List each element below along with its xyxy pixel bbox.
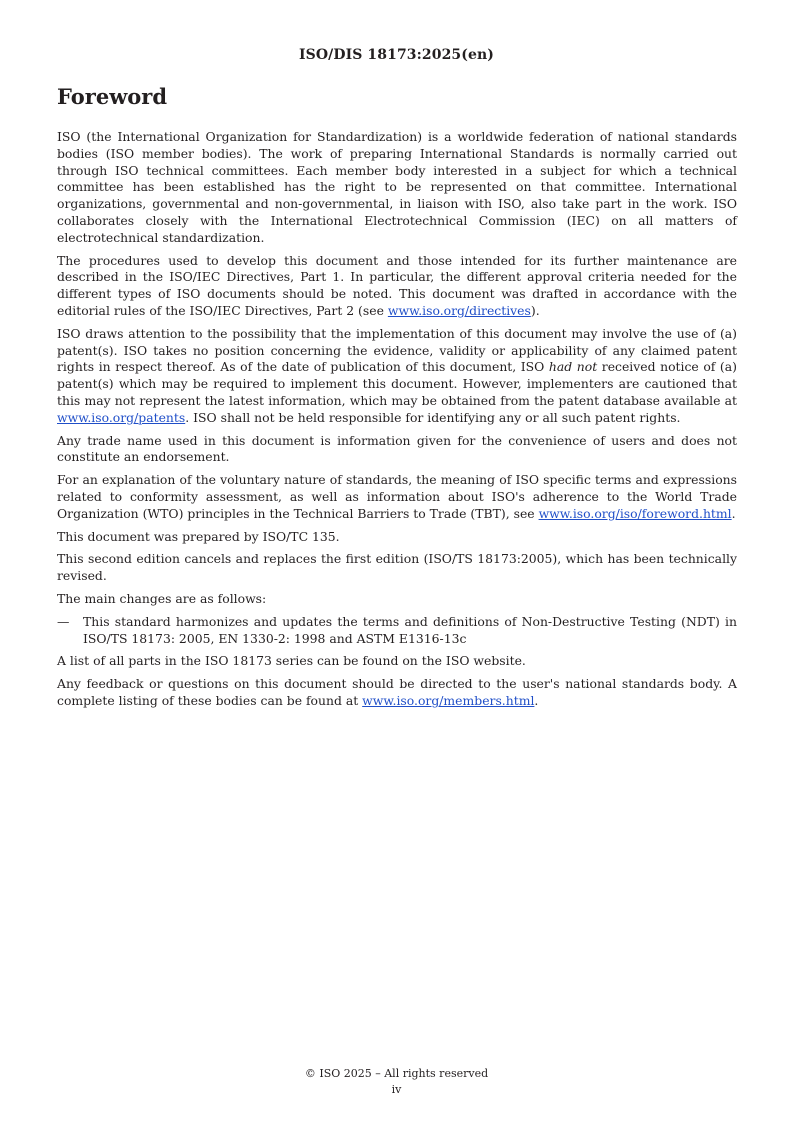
patents-link[interactable]: www.iso.org/patents bbox=[57, 409, 186, 425]
page-number: iv bbox=[391, 1083, 402, 1096]
paragraph-series-parts: A list of all parts in the ISO 18173 series can be found on the ISO website. bbox=[57, 653, 526, 669]
directives-link[interactable]: www.iso.org/directives bbox=[387, 302, 531, 318]
copyright-notice: © ISO 2025 – All rights reserved bbox=[304, 1067, 489, 1080]
page-footer bbox=[0, 1066, 793, 1098]
paragraph-edition: This second edition cancels and replaces the first edition (ISO/TS 18173:2005), which has been technically revised. bbox=[57, 551, 737, 584]
members-link[interactable]: www.iso.org/members.html bbox=[362, 692, 535, 708]
paragraph-voluntary-nature bbox=[57, 472, 737, 522]
foreword-link[interactable]: www.iso.org/iso/foreword.html bbox=[538, 505, 732, 521]
emphasis-text: had not bbox=[548, 359, 598, 375]
paragraph-trade-name: Any trade name used in this document is information given for the convenience of users and does not constitute an endorsement. bbox=[57, 432, 737, 465]
page-title: Foreword bbox=[57, 84, 168, 109]
paragraph-text: For an explanation of the voluntary nature of standards, the meaning of ISO specific terms and expressions related to conformity assessment, as well as information about ISO's adherence to the World Trade Organization (WTO) principles in the Technical Barriers to Trade (TBT), see bbox=[57, 472, 737, 521]
list-dash: — bbox=[57, 613, 70, 629]
foreword-body bbox=[57, 129, 737, 716]
document-header: ISO/DIS 18173:2025(en) bbox=[298, 47, 494, 63]
paragraph-text: The procedures used to develop this document and those intended for its further maintenance are described in the ISO/IEC Directives, Part 1. In particular, the different approval criteria needed for the different types of ISO documents should be noted. This document was drafted in accordance with the editorial rules of the ISO/IEC Directives, Part 2 (see bbox=[57, 252, 737, 318]
paragraph-patents bbox=[57, 326, 737, 427]
paragraph-tail: . bbox=[534, 692, 539, 708]
paragraph-tail: . ISO shall not be held responsible for identifying any or all such patent rights. bbox=[185, 409, 681, 425]
paragraph-main-changes: The main changes are as follows: bbox=[57, 590, 267, 606]
paragraph-tail: . bbox=[731, 505, 736, 521]
list-item-text: This standard harmonizes and updates the terms and definitions of Non-Destructive Testing (NDT) in ISO/TS 18173: 2005, EN 1330-2: 1998 and ASTM E1316-13c bbox=[83, 613, 737, 646]
paragraph-text: ISO draws attention to the possibility that the implementation of this document may involve the use of (a) patent(s). ISO takes no position concerning the evidence, validity or applicability of any claimed patent rights in respect thereof. As of the date of publication of this document, ISO bbox=[57, 325, 737, 375]
paragraph-feedback bbox=[57, 676, 737, 710]
paragraph-iso-intro: ISO (the International Organization for Standardization) is a worldwide federation of national standards bodies (ISO member bodies). The work of preparing International Standards is normally carried out through ISO technical committees. Each member body interested in a subject for which a technical committee has been established has the right to be represented on that committee. International organizations, governmental and non-governmental, in liaison with ISO, also take part in the work. ISO collaborates closely with the International Electrotechnical Commission (IEC) on all matters of electrotechnical standardization. bbox=[57, 129, 737, 245]
paragraph-tail: ). bbox=[530, 302, 540, 318]
paragraph-text: received notice of (a) patent(s) which may be required to implement this document. However, implementers are cautioned that this may not represent the latest information, which may be obtained from the patent database available at bbox=[57, 359, 737, 408]
list-item bbox=[57, 614, 737, 648]
paragraph-prepared-by: This document was prepared by ISO/TC 135. bbox=[57, 528, 340, 544]
paragraph-text: Any feedback or questions on this document should be directed to the user's national standards body. A complete listing of these bodies can be found at bbox=[57, 676, 737, 708]
paragraph-procedures bbox=[57, 253, 737, 320]
